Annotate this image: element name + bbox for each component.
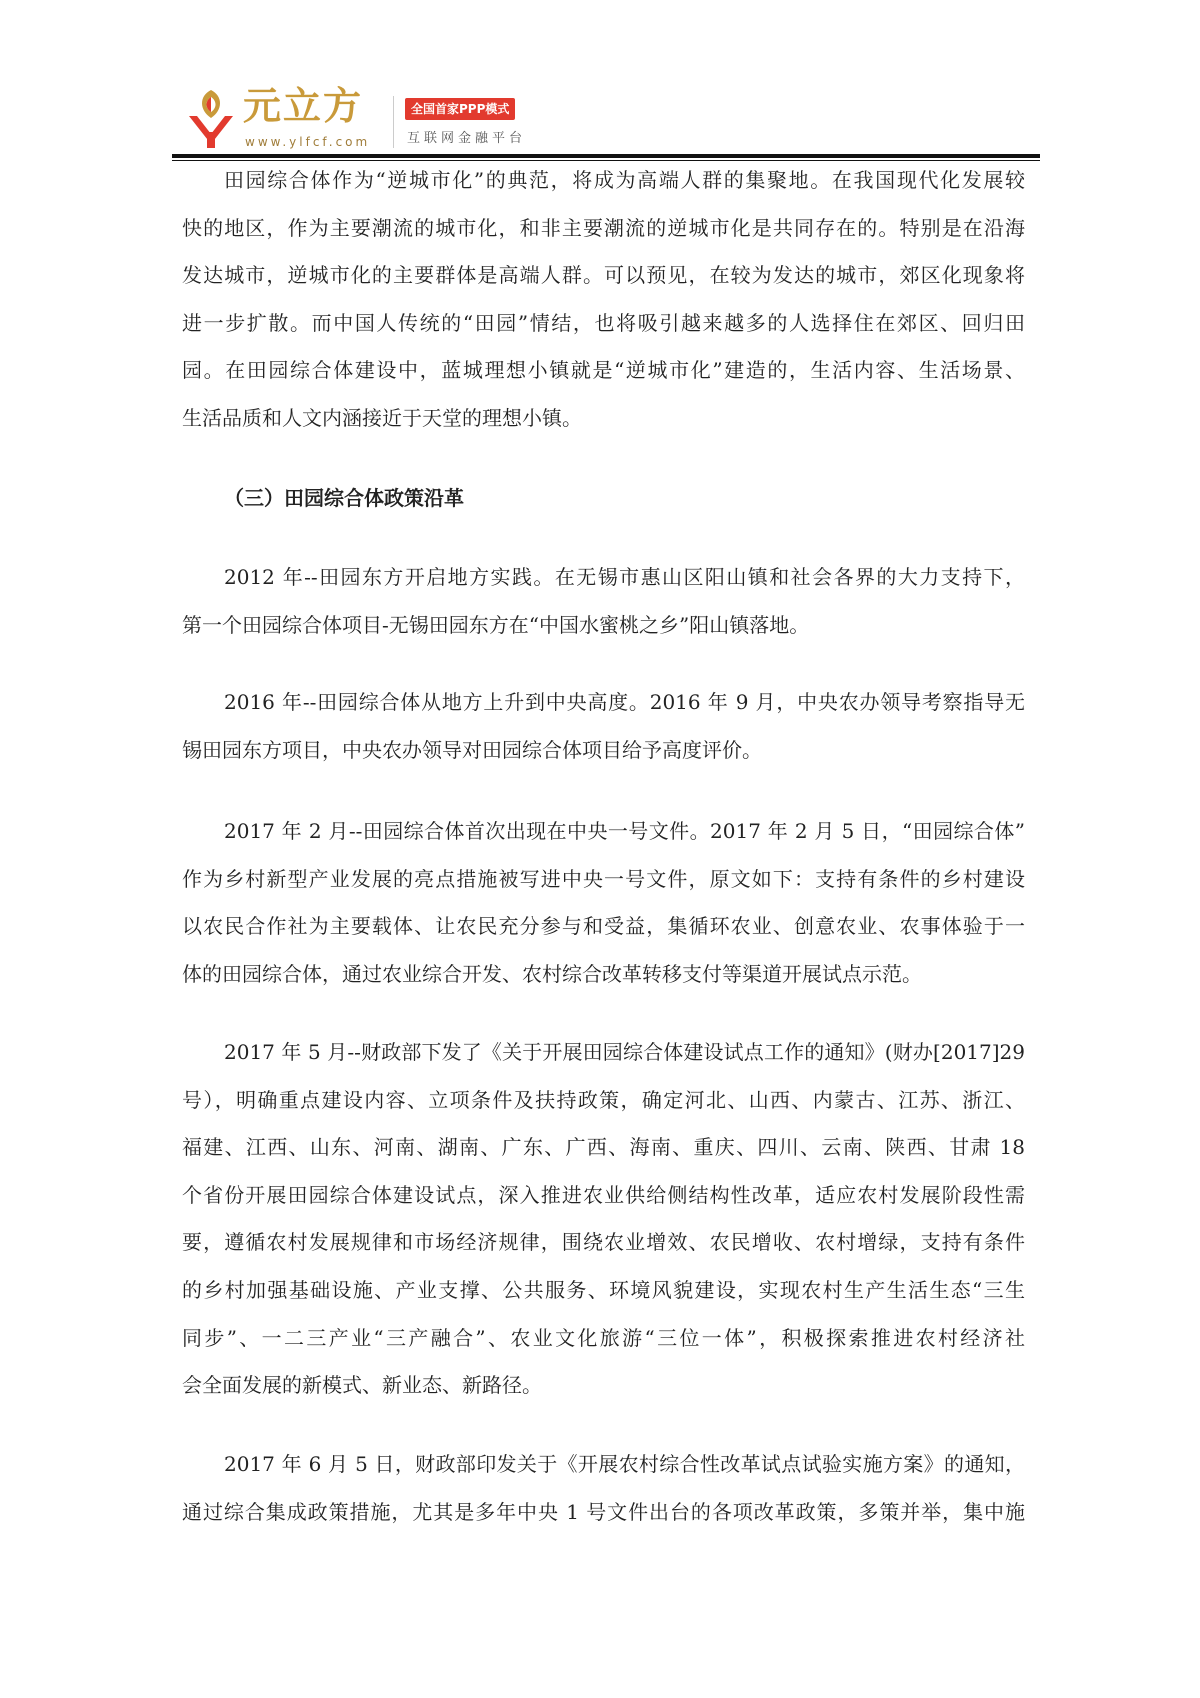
text-line: 2017 年 6 月 5 日，财政部印发关于《开展农村综合性改革试点试验实施方案》的通知，: [224, 1452, 1025, 1476]
text-line: 作为乡村新型产业发展的亮点措施被写进中央一号文件，原文如下：支持有条件的乡村建设: [182, 866, 1025, 891]
text-line: 园。在田园综合体建设中，蓝城理想小镇就是“逆城市化”建造的，生活内容、生活场景、: [182, 358, 1025, 383]
text-line: 第一个田园综合体项目-无锡田园东方在“中国水蜜桃之乡”阳山镇落地。: [182, 612, 810, 637]
text-line: 福建、江西、山东、河南、湖南、广东、广西、海南、重庆、四川、云南、陕西、甘肃 18: [182, 1135, 1025, 1160]
text-line: 号），明确重点建设内容、立项条件及扶持政策，确定河北、山西、内蒙古、江苏、浙江、: [182, 1087, 1025, 1112]
paragraph: [182, 554, 1025, 649]
text-line: 田园综合体作为“逆城市化”的典范，将成为高端人群的集聚地。在我国现代化发展较: [224, 168, 1025, 192]
text-line: 2012 年--田园东方开启地方实践。在无锡市惠山区阳山镇和社会各界的大力支持下，: [224, 565, 1025, 589]
paragraph: [182, 157, 1025, 443]
text-line: 以农民合作社为主要载体、让农民充分参与和受益，集循环农业、创意农业、农事体验于一: [182, 914, 1025, 939]
paragraph: [182, 808, 1025, 998]
text-line: 生活品质和人文内涵接近于天堂的理想小镇。: [182, 405, 582, 430]
text-line: 快的地区，作为主要潮流的城市化，和非主要潮流的逆城市化是共同存在的。特别是在沿海: [182, 215, 1025, 240]
text-line: 通过综合集成政策措施，尤其是多年中央 1 号文件出台的各项改革政策，多策并举，集中施: [182, 1499, 1025, 1524]
brand-name: 元立方: [243, 84, 364, 128]
text-line: 2016 年--田园综合体从地方上升到中央高度。2016 年 9 月，中央农办领导考察指导无: [224, 690, 1025, 714]
text-line: 2017 年 2 月--田园综合体首次出现在中央一号文件。2017 年 2 月 5 日，“田园综合体”: [224, 819, 1025, 843]
text-line: 发达城市，逆城市化的主要群体是高端人群。可以预见，在较为发达的城市，郊区化现象将: [182, 263, 1025, 288]
text-line: 的乡村加强基础设施、产业支撑、公共服务、环境风貌建设，实现农村生产生活生态“三生: [182, 1277, 1025, 1302]
text-line: 同步”、一二三产业“三产融合”、农业文化旅游“三位一体”，积极探索推进农村经济社: [182, 1325, 1025, 1350]
brand-url: www.ylfcf.com: [245, 135, 371, 149]
text-line: 进一步扩散。而中国人传统的“田园”情结，也将吸引越来越多的人选择住在郊区、回归田: [182, 310, 1025, 335]
text-line: 体的田园综合体，通过农业综合开发、农村综合改革转移支付等渠道开展试点示范。: [182, 961, 922, 986]
brand-tagline: 互联网金融平台: [407, 131, 527, 146]
text-line: 会全面发展的新模式、新业态、新路径。: [182, 1373, 542, 1398]
text-line: 个省份开展田园综合体建设试点，深入推进农业供给侧结构性改革，适应农村发展阶段性需: [182, 1182, 1025, 1207]
text-line: 2017 年 5 月--财政部下发了《关于开展田园综合体建设试点工作的通知》(财办[2017]29: [224, 1040, 1025, 1064]
paragraph: [182, 1441, 1025, 1536]
paragraph: [182, 679, 1025, 774]
section-heading: （三）田园综合体政策沿革: [224, 486, 464, 510]
ylfcf-logo-icon: [185, 88, 237, 150]
text-line: 锡田园东方项目，中央农办领导对田园综合体项目给予高度评价。: [182, 737, 762, 762]
text-line: 要，遵循农村发展规律和市场经济规律，围绕农业增效、农民增收、农村增绿，支持有条件: [182, 1230, 1025, 1255]
paragraph: [182, 1029, 1025, 1410]
ppp-badge: 全国首家PPP模式: [405, 98, 515, 120]
logo-divider: [393, 96, 394, 148]
